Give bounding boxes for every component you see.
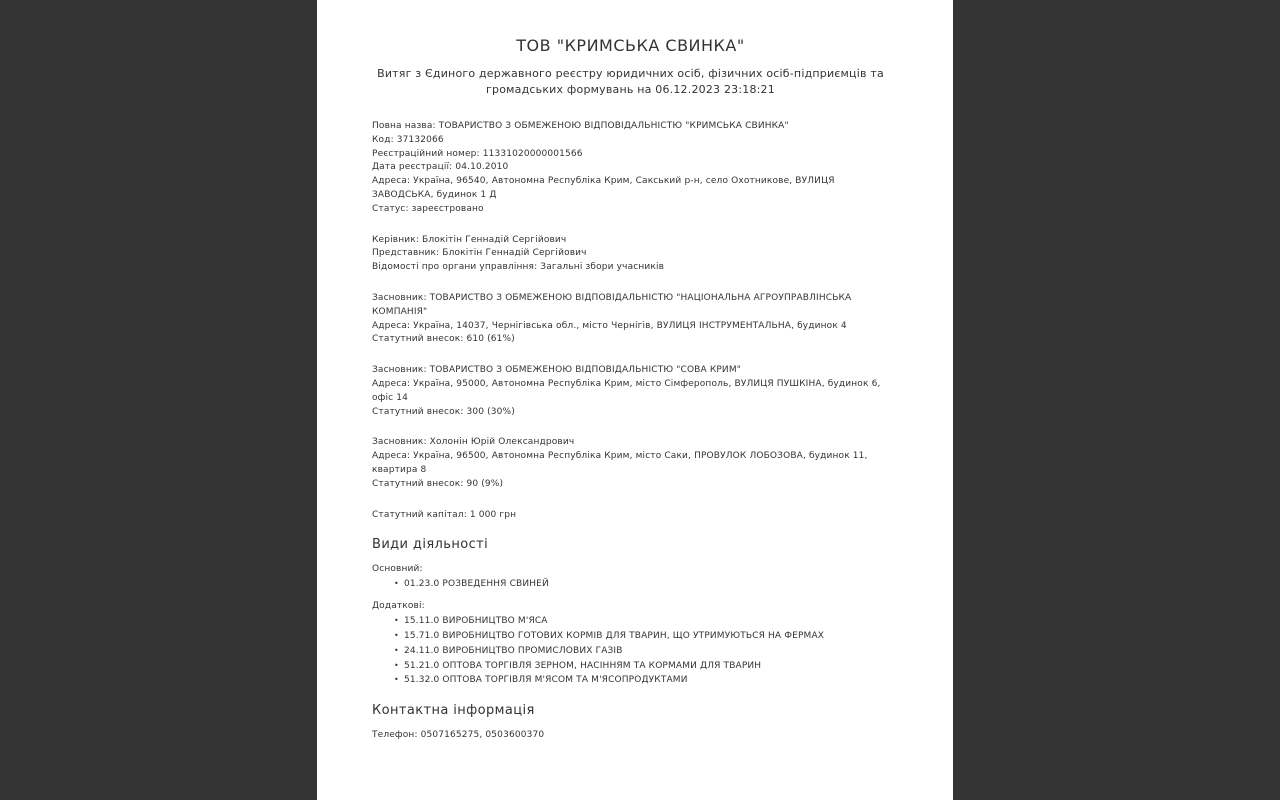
activity-text: 01.23.0 РОЗВЕДЕННЯ СВИНЕЙ [404,579,549,590]
founder-block [372,436,889,491]
activity-text: 51.21.0 ОПТОВА ТОРГІВЛЯ ЗЕРНОМ, НАСІННЯМ ТА КОРМАМИ ДЛЯ ТВАРИН [404,660,762,671]
bullet-icon: • [394,645,399,655]
founder-name: Засновник: ТОВАРИСТВО З ОБМЕЖЕНОЮ ВІДПОВІДАЛЬНІСТЮ "СОВА КРИМ" [372,365,742,376]
list-item [394,673,889,688]
founder-address: Адреса: Україна, 14037, Чернігівська обл., місто Чернігів, ВУЛИЦЯ ІНСТРУМЕНТАЛЬНА, будинок 4 [372,320,847,331]
list-item [394,659,889,674]
founder-address: Адреса: Україна, 95000, Автономна Республіка Крим, місто Сімферополь, ВУЛИЦЯ ПУШКІНА, будинок 6, офіс 14 [372,378,881,403]
registration-date: Дата реєстрації: 04.10.2010 [372,162,509,173]
company-status: Статус: зареєстровано [372,203,484,214]
founder-contribution: Статутний внесок: 300 (30%) [372,406,515,417]
list-item [394,614,889,629]
additional-activity-label: Додаткові: [372,601,425,612]
founder-block [372,292,889,347]
activity-text: 15.11.0 ВИРОБНИЦТВО М'ЯСА [404,616,548,627]
company-code: Код: 37132066 [372,134,444,145]
activity-text: 51.32.0 ОПТОВА ТОРГІВЛЯ М'ЯСОМ ТА М'ЯСОПРОДУКТАМИ [404,675,688,686]
founder-address: Адреса: Україна, 96500, Автономна Республіка Крим, місто Саки, ПРОВУЛОК ЛОБОЗОВА, будинок 11, квартира 8 [372,451,868,475]
founder-contribution: Статутний внесок: 90 (9%) [372,478,504,489]
founder-name: Засновник: ТОВАРИСТВО З ОБМЕЖЕНОЮ ВІДПОВІДАЛЬНІСТЮ "НАЦІОНАЛЬНА АГРОУПРАВЛІНСЬКА КОМПАНІЯ" [372,292,852,317]
governing-bodies: Відомості про органи управління: Загальні збори учасників [372,262,665,273]
additional-activity-list [372,614,889,688]
document-title: ТОВ "КРИМСЬКА СВИНКА" [516,36,745,55]
management-block [372,234,889,275]
founder-contribution: Статутний внесок: 610 (61%) [372,334,515,345]
representative: Представник: Блокітін Геннадій Сергійович [372,248,587,259]
founder-name: Засновник: Холонін Юрій Олександрович [372,437,575,448]
activity-text: 15.71.0 ВИРОБНИЦТВО ГОТОВИХ КОРМІВ ДЛЯ ТВАРИН, ЩО УТРИМУЮТЬСЯ НА ФЕРМАХ [404,630,825,641]
full-name: Повна назва: ТОВАРИСТВО З ОБМЕЖЕНОЮ ВІДПОВІДАЛЬНІСТЮ "КРИМСЬКА СВИНКА" [372,121,789,131]
bullet-icon: • [394,675,399,685]
bullet-icon: • [394,660,399,670]
company-address: Адреса: Україна, 96540, Автономна Республіка Крим, Сакський р-н, село Охотникове, ВУЛИЦЯ ЗАВОДСЬКА, будинок 1 Д [372,176,835,200]
main-activity-label: Основний: [372,564,423,575]
authorized-capital: Статутний капітал: 1 000 грн [372,509,517,520]
list-item [394,629,889,644]
contacts-heading: Контактна інформація [372,703,535,719]
bullet-icon: • [394,579,399,589]
founder-block [372,364,889,419]
activity-text: 24.11.0 ВИРОБНИЦТВО ПРОМИСЛОВИХ ГАЗІВ [404,645,623,656]
head-manager: Керівник: Блокітін Геннадій Сергійович [372,234,567,245]
document-subtitle: Витяг з Єдиного державного реєстру юридичних осіб, фізичних осіб-підприємців та громадських формувань на 06.12.2023 23:18:21 [377,67,884,96]
registration-number: Реєстраційний номер: 11331020000001566 [372,148,583,159]
activities-heading: Види діяльності [372,537,489,553]
list-item [394,577,889,592]
phone-numbers: Телефон: 0507165275, 0503600370 [372,730,545,741]
general-info-block [372,120,889,217]
document-page [317,0,953,800]
list-item [394,644,889,659]
bullet-icon: • [394,616,399,626]
main-activity-list [372,577,889,592]
bullet-icon: • [394,630,399,640]
